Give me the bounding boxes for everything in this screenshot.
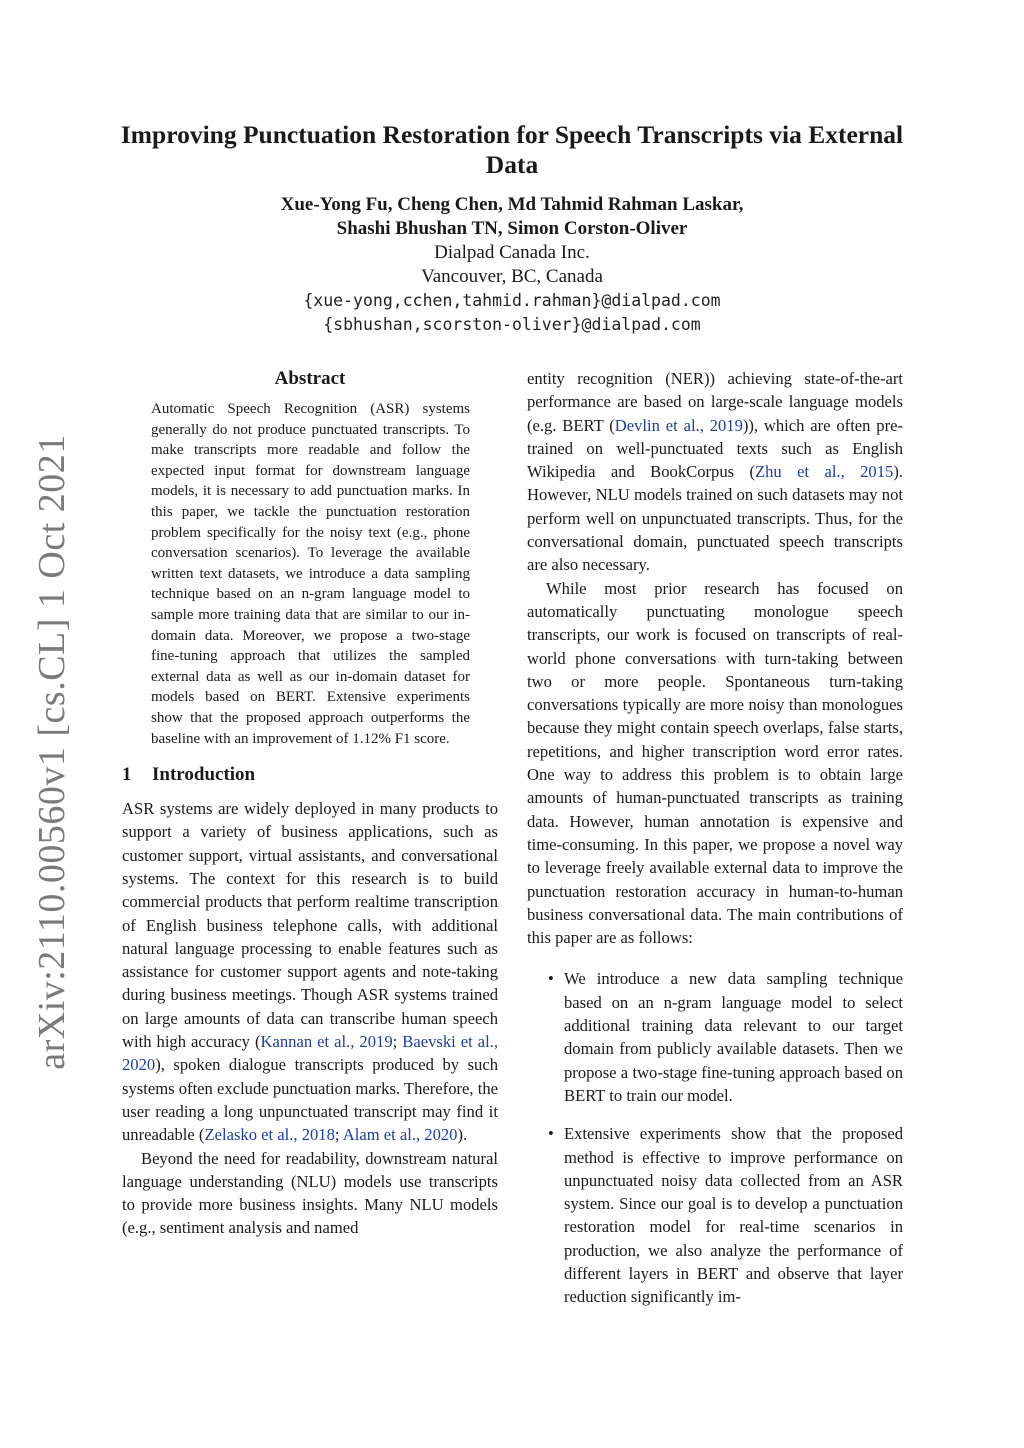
right-paragraph-1 (527, 367, 903, 577)
left-column (122, 367, 498, 1240)
location: Vancouver, BC, Canada (421, 266, 603, 287)
intro-paragraph-1 (122, 797, 498, 1146)
list-item (527, 1122, 903, 1308)
bullet-icon: • (548, 969, 554, 989)
author-block (100, 193, 924, 337)
paper-title: Improving Punctuation Restoration for Speech Transcripts via External Data (120, 120, 904, 179)
citation-link[interactable]: Kannan et al., 2019 (260, 1032, 393, 1052)
email-line-1: {xue-yong,cchen,tahmid.rahman}@dialpad.com (303, 291, 721, 310)
text-run: ). However, NLU models trained on such datasets may not perform well on unpunctuated transcripts. Thus, for the conversational domain, punctuated speech transcripts are also necessary. (527, 462, 903, 575)
abstract-text: Automatic Speech Recognition (ASR) systems generally do not produce punctuated transcripts. To make transcripts more readable and follow the expected input format for downstream language models, it is necessary to add punctuation marks. In this paper, we tackle the punctuation restoration problem specifically for the noisy text (e.g., phone conversation scenarios). To leverage the available written text datasets, we introduce a data sampling technique based on an n-gram language model to sample more training data that are similar to our in-domain data. Moreover, we propose a two-stage fine-tuning approach that utilizes the sampled external data as well as our in-domain dataset for models based on BERT. Extensive experiments show that the proposed approach outperforms the baseline with an improvement of 1.12% F1 score. (151, 401, 470, 747)
citation-link[interactable]: Alam et al., 2020 (342, 1125, 458, 1145)
bullet-icon: • (548, 1124, 554, 1144)
section-heading-introduction (122, 763, 498, 787)
text-run: entity recognition (NER)) achieving state-of-the-art performance are based on large-scale language models (e.g. BERT ( (527, 369, 903, 435)
citation-link[interactable]: Zhu et al., 2015 (754, 462, 894, 482)
text-run: ). (457, 1125, 468, 1145)
section-title: Introduction (152, 764, 256, 786)
email-line-2: {sbhushan,scorston-oliver}@dialpad.com (323, 315, 701, 334)
arxiv-identifier (26, 434, 78, 1070)
author-line-1: Xue-Yong Fu, Cheng Chen, Md Tahmid Rahman Laskar, (280, 194, 744, 215)
text-run: )), which are often pre-trained on well-punctuated texts such as English Wikipedia and BookCorpus ( (527, 415, 904, 482)
intro-paragraph-2: Beyond the need for readability, downstream natural language understanding (NLU) models use transcripts to provide more business insights. Many NLU models (e.g., sentiment analysis and named (122, 1148, 498, 1238)
citation-link[interactable]: Zelasko et al., 2018 (204, 1125, 335, 1145)
list-item (527, 967, 903, 1107)
author-line-2: Shashi Bhushan TN, Simon Corston-Oliver (336, 218, 688, 239)
list-item-text: Extensive experiments show that the proposed method is effective to improve performance on unpunctuated noisy data collected from an ASR system. Since our goal is to develop a punctuation restoration model for real-time scenarios in production, we also analyze the performance of different layers in BERT and observe that layer reduction significantly im- (564, 1124, 903, 1307)
text-run: ; (392, 1032, 403, 1052)
arxiv-identifier-text: arXiv:2110.00560v1 [cs.CL] 1 Oct 2021 (31, 434, 73, 1070)
abstract-heading: Abstract (274, 368, 346, 389)
right-column (527, 367, 903, 1324)
list-item-text: We introduce a new data sampling technique based on an n-gram language model to select additional training data relevant to our target domain from publicly available datasets. Then we propose a two-stage fine-tuning approach based on BERT to train our model. (564, 969, 903, 1105)
contributions-list (527, 967, 903, 1308)
text-run: ), spoken dialogue transcripts produced by such systems often exclude punctuation marks. Therefore, the user reading a long unpunctuated transcript may find it unreadable ( (122, 1055, 498, 1145)
section-number: 1 (122, 764, 132, 786)
right-paragraph-2: While most prior research has focused on automatically punctuating monologue speech transcripts, our work is focused on transcripts of real-world phone conversations with turn-taking between two or more people. Spontaneous turn-taking conversations typically are more noisy than monologues because they might contain speech overlaps, false starts, repetitions, and higher transcription word error rates. One way to address this problem is to obtain large amounts of human-punctuated transcripts as training data. However, human annotation is expensive and time-consuming. In this paper, we propose a novel way to leverage freely available external data to improve the punctuation restoration accuracy in human-to-human business conversational data. The main contributions of this paper are as follows: (527, 578, 903, 948)
text-run: ASR systems are widely deployed in many products to support a variety of business applications, such as customer support, virtual assistants, and conversational systems. The context for this research is to build commercial products that perform realtime transcription of English business telephone calls, with additional natural language processing to enable features such as assistance for customer support agents and note-taking during business meetings. Though ASR systems trained on large amounts of data can transcribe human speech with high accuracy ( (122, 799, 498, 1052)
citation-link[interactable]: Baevski et al., 2020 (122, 1032, 499, 1075)
affiliation: Dialpad Canada Inc. (434, 242, 590, 263)
citation-link[interactable]: Devlin et al., 2019 (614, 415, 743, 435)
text-run: ; (334, 1125, 343, 1145)
